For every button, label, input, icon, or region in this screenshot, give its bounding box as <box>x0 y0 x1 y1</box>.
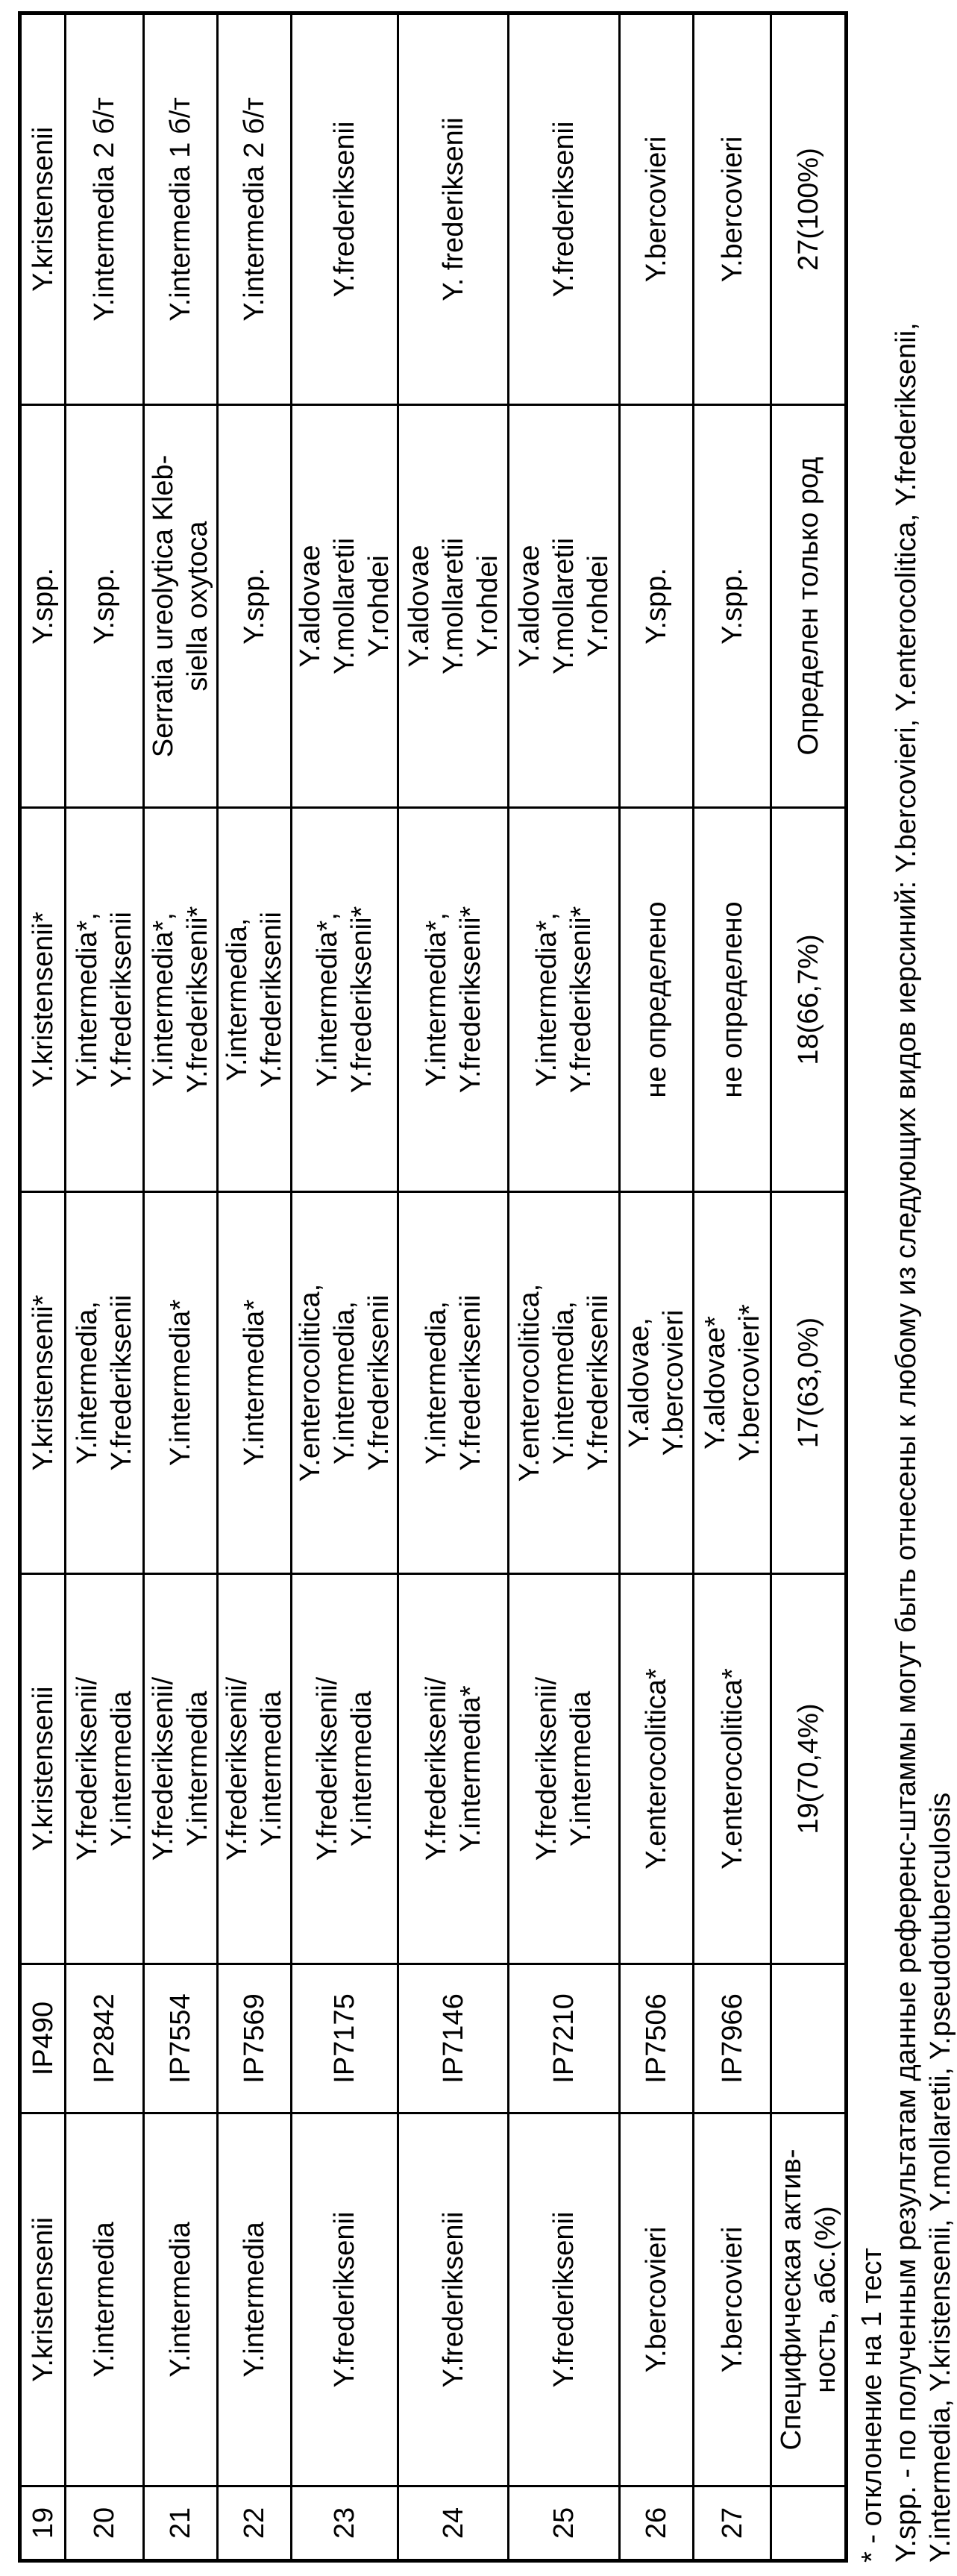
r19-num: 19 <box>20 2486 66 2561</box>
r21-strain: IP7554 <box>144 1964 218 2113</box>
r27-sys3: не определено <box>694 808 771 1192</box>
r24-species: Y.frederiksenii <box>398 2113 509 2486</box>
r21-num: 21 <box>144 2486 218 2561</box>
r22-species: Y.intermedia <box>218 2113 292 2486</box>
r25-num: 25 <box>509 2486 620 2561</box>
r24-sys5: Y. frederiksenii <box>398 13 509 405</box>
r27-sys1: Y.enterocolitica* <box>694 1574 771 1964</box>
summary-sys5: 27(100%) <box>771 13 847 405</box>
summary-num <box>771 2486 847 2561</box>
r23-sys5: Y.frederiksenii <box>292 13 398 405</box>
r24-sys3: Y.intermedia*, Y.frederiksenii* <box>398 808 509 1192</box>
summary-sys2: 17(63,0%) <box>771 1192 847 1574</box>
r24-sys2: Y.intermedia, Y.frederiksenii <box>398 1192 509 1574</box>
r27-sys5: Y.bercovieri <box>694 13 771 405</box>
footnote-line-3: Y.intermedia, Y.kristensenii, Y.mollaretii, Y.pseudotuberculosis <box>925 1792 956 2563</box>
r22-sys4: Y.spp. <box>218 405 292 808</box>
table-row-23 <box>292 13 398 2561</box>
r22-sys2: Y.intermedia* <box>218 1192 292 1574</box>
r22-sys1: Y.frederiksenii/ Y.intermedia <box>218 1574 292 1964</box>
r21-sys1: Y.frederiksenii/ Y.intermedia <box>144 1574 218 1964</box>
footnote-line-2: Y.spp. - по полученным результатам данные референс-штаммы могут быть отнесены к любому из следующих видов иерсиний: Y.bercovieri, Y.enterocolitica, Y.frederiksenii, <box>891 322 922 2563</box>
r26-num: 26 <box>620 2486 694 2561</box>
r20-strain: IP2842 <box>66 1964 144 2113</box>
r26-sys5: Y.bercovieri <box>620 13 694 405</box>
r20-num: 20 <box>66 2486 144 2561</box>
summary-sys3: 18(66,7%) <box>771 808 847 1192</box>
r19-sys1: Y.kristensenii <box>20 1574 66 1964</box>
r21-sys2: Y.intermedia* <box>144 1192 218 1574</box>
r20-species: Y.intermedia <box>66 2113 144 2486</box>
table-row-27 <box>694 13 771 2561</box>
r23-strain: IP7175 <box>292 1964 398 2113</box>
r24-sys4: Y.aldovae Y.mollaretii Y.rohdei <box>398 405 509 808</box>
r24-strain: IP7146 <box>398 1964 509 2113</box>
r23-sys4: Y.aldovae Y.mollaretii Y.rohdei <box>292 405 398 808</box>
r20-sys4: Y.spp. <box>66 405 144 808</box>
summary-row <box>771 13 847 2561</box>
r25-sys5: Y.frederiksenii <box>509 13 620 405</box>
r22-num: 22 <box>218 2486 292 2561</box>
table-row-20 <box>66 13 144 2561</box>
table-row-25 <box>509 13 620 2561</box>
r26-strain: IP7506 <box>620 1964 694 2113</box>
summary-sys4: Определен только род <box>771 405 847 808</box>
r21-sys5: Y.intermedia 1 б/т <box>144 13 218 405</box>
summary-sys1: 19(70,4%) <box>771 1574 847 1964</box>
r19-strain: IP490 <box>20 1964 66 2113</box>
footnote-line-1: * - отклонение на 1 тест <box>856 2248 888 2563</box>
r19-sys2: Y.kristensenii* <box>20 1192 66 1574</box>
r23-sys2: Y.enterocolitica, Y.intermedia, Y.frederiksenii <box>292 1192 398 1574</box>
table-row-21 <box>144 13 218 2561</box>
r19-sys3: Y.kristensenii* <box>20 808 66 1192</box>
r22-strain: IP7569 <box>218 1964 292 2113</box>
r21-species: Y.intermedia <box>144 2113 218 2486</box>
footnotes <box>855 7 957 2563</box>
r24-num: 24 <box>398 2486 509 2561</box>
r25-species: Y.frederiksenii <box>509 2113 620 2486</box>
r20-sys1: Y.frederiksenii/ Y.intermedia <box>66 1574 144 1964</box>
r22-sys5: Y.intermedia 2 б/т <box>218 13 292 405</box>
r20-sys3: Y.intermedia*, Y.frederiksenii <box>66 808 144 1192</box>
r27-sys2: Y.aldovae* Y.bercovieri* <box>694 1192 771 1574</box>
table-row-22 <box>218 13 292 2561</box>
r27-strain: IP7966 <box>694 1964 771 2113</box>
r19-sys4: Y.spp. <box>20 405 66 808</box>
r27-num: 27 <box>694 2486 771 2561</box>
r23-num: 23 <box>292 2486 398 2561</box>
r25-sys3: Y.intermedia*, Y.frederiksenii* <box>509 808 620 1192</box>
r23-species: Y.frederiksenii <box>292 2113 398 2486</box>
summary-label: Специфическая актив- ность, абс.(%) <box>771 2113 847 2486</box>
table-row-24 <box>398 13 509 2561</box>
r25-strain: IP7210 <box>509 1964 620 2113</box>
yersinia-identification-table <box>18 11 848 2563</box>
r24-sys1: Y.frederiksenii/ Y.intermedia* <box>398 1574 509 1964</box>
r22-sys3: Y.intermedia, Y.frederiksenii <box>218 808 292 1192</box>
r26-sys4: Y.spp. <box>620 405 694 808</box>
r25-sys1: Y.frederiksenii/ Y.intermedia <box>509 1574 620 1964</box>
r20-sys2: Y.intermedia, Y.frederiksenii <box>66 1192 144 1574</box>
r21-sys4: Serratia ureolytica Kleb- siella oxytoca <box>144 405 218 808</box>
r27-sys4: Y.spp. <box>694 405 771 808</box>
r26-sys1: Y.enterocolitica* <box>620 1574 694 1964</box>
r20-sys5: Y.intermedia 2 б/т <box>66 13 144 405</box>
r25-sys4: Y.aldovae Y.mollaretii Y.rohdei <box>509 405 620 808</box>
summary-strain <box>771 1964 847 2113</box>
r27-species: Y.bercovieri <box>694 2113 771 2486</box>
r19-species: Y.kristensenii <box>20 2113 66 2486</box>
r25-sys2: Y.enterocolitica, Y.intermedia, Y.frederiksenii <box>509 1192 620 1574</box>
r26-sys2: Y.aldovae, Y.bercovieri <box>620 1192 694 1574</box>
r23-sys1: Y.frederiksenii/ Y.intermedia <box>292 1574 398 1964</box>
table-row-26 <box>620 13 694 2561</box>
r23-sys3: Y.intermedia*, Y.frederiksenii* <box>292 808 398 1192</box>
r19-sys5: Y.kristensenii <box>20 13 66 405</box>
table-row-19 <box>20 13 66 2561</box>
r26-species: Y.bercovieri <box>620 2113 694 2486</box>
r21-sys3: Y.intermedia*, Y.frederiksenii* <box>144 808 218 1192</box>
r26-sys3: не определено <box>620 808 694 1192</box>
